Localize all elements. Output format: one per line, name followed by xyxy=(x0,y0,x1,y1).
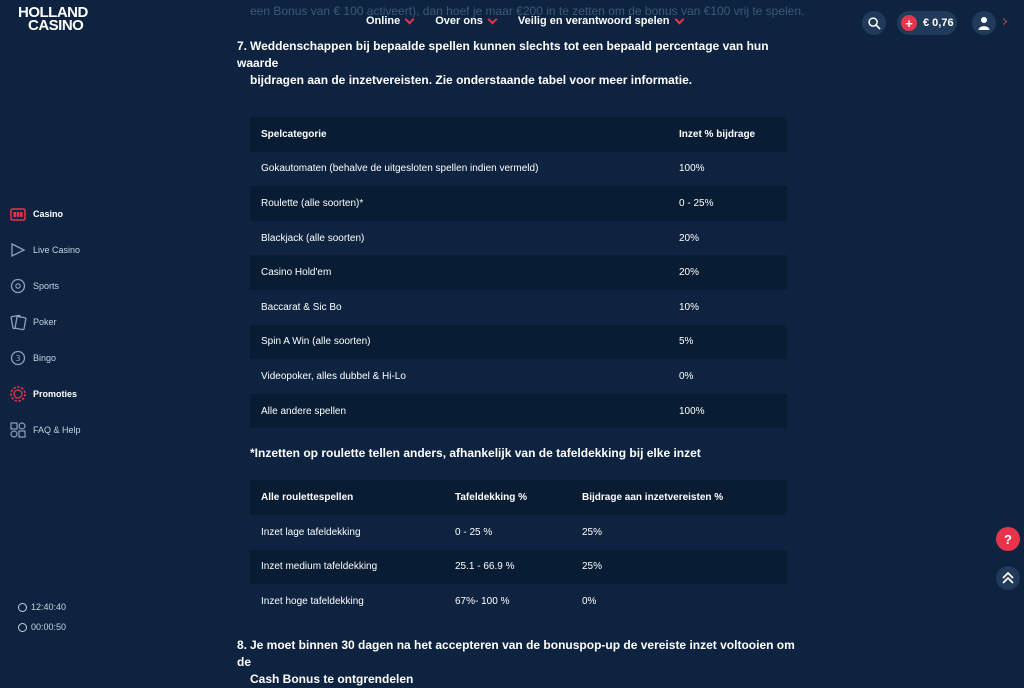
sidebar-item-live-casino[interactable]: Live Casino xyxy=(0,232,110,268)
table-header: Spelcategorie xyxy=(250,117,668,152)
table-row xyxy=(250,186,787,221)
table-cell: Casino Hold'em xyxy=(250,255,668,290)
game-contribution-table xyxy=(250,117,787,428)
table-cell: Roulette (alle soorten)* xyxy=(250,186,668,221)
table-cell: Gokautomaten (behalve de uitgesloten spellen indien vermeld) xyxy=(250,152,668,187)
svg-text:3: 3 xyxy=(15,354,21,363)
table-header: Bijdrage aan inzetvereisten % xyxy=(571,480,787,515)
table-cell: Baccarat & Sic Bo xyxy=(250,290,668,325)
table-cell: 25% xyxy=(571,550,787,585)
live-casino-icon xyxy=(9,241,27,259)
table-row xyxy=(250,325,787,360)
promoties-icon xyxy=(9,385,27,403)
nav-over-ons[interactable]: Over ons xyxy=(435,15,496,27)
clock-time: 12:40:40 xyxy=(18,597,66,617)
table-row xyxy=(250,584,787,619)
balance-value: € 0,76 xyxy=(923,17,954,29)
roulette-note: *Inzetten op roulette tellen anders, afhankelijk van de tafeldekking bij elke inzet xyxy=(250,446,701,461)
chevron-down-icon xyxy=(405,14,415,24)
search-button[interactable] xyxy=(862,11,886,35)
table-cell: 25.1 - 66.9 % xyxy=(444,550,571,585)
table-row xyxy=(250,394,787,429)
scrolled-text: een Bonus van € 100 activeert), dan hoef je maar €200 in te zetten om de bonus van €100 vrij te spelen. xyxy=(250,4,805,18)
table-row xyxy=(250,255,787,290)
sidebar-item-casino[interactable]: Casino xyxy=(0,196,110,232)
table-row xyxy=(250,515,787,550)
holland-casino-logo[interactable]: HOLLAND CASINO xyxy=(18,4,88,34)
table-cell: Alle andere spellen xyxy=(250,394,668,429)
table-header: Inzet % bijdrage xyxy=(668,117,787,152)
sidebar-item-poker[interactable]: Poker xyxy=(0,304,110,340)
table-cell: 0% xyxy=(571,584,787,619)
table-cell: 0 - 25% xyxy=(668,186,787,221)
table-cell: Inzet hoge tafeldekking xyxy=(250,584,444,619)
sidebar-item-promoties[interactable]: Promoties xyxy=(0,376,110,412)
table-cell: 100% xyxy=(668,152,787,187)
clock-icon xyxy=(18,603,27,612)
table-row xyxy=(250,290,787,325)
table-cell: Videopoker, alles dubbel & Hi-Lo xyxy=(250,359,668,394)
poker-icon xyxy=(9,313,27,331)
table-cell: 100% xyxy=(668,394,787,429)
table-cell: 5% xyxy=(668,325,787,360)
paragraph-7: 7. Weddenschappen bij bepaalde spellen kunnen slechts tot een bepaald percentage van hun waarde bijdragen aan de inzetvereisten. Zie onderstaande tabel voor meer informatie. xyxy=(237,39,769,87)
table-cell: 0% xyxy=(668,359,787,394)
chevron-down-icon xyxy=(487,14,497,24)
paragraph-8: 8. Je moet binnen 30 dagen na het accepteren van de bonuspop-up de vereiste inzet voltooien om de Cash Bonus te ontgrendelen xyxy=(237,637,795,686)
table-header-row xyxy=(250,480,787,515)
table-cell: 25% xyxy=(571,515,787,550)
sidebar xyxy=(0,196,110,448)
table-cell: Inzet lage tafeldekking xyxy=(250,515,444,550)
account-button[interactable] xyxy=(972,11,996,35)
table-row xyxy=(250,152,787,187)
table-header-row xyxy=(250,117,787,152)
faq-icon xyxy=(9,421,27,439)
terms-content xyxy=(237,38,797,688)
table-cell: 67%- 100 % xyxy=(444,584,571,619)
header xyxy=(0,0,1024,44)
sidebar-item-bingo[interactable]: 3 Bingo xyxy=(0,340,110,376)
timer-icon xyxy=(18,623,27,632)
table-cell: Spin A Win (alle soorten) xyxy=(250,325,668,360)
chevron-right-icon[interactable] xyxy=(1000,18,1007,25)
table-cell: 20% xyxy=(668,221,787,256)
table-cell: 0 - 25 % xyxy=(444,515,571,550)
sidebar-item-sports[interactable]: Sports xyxy=(0,268,110,304)
search-icon xyxy=(868,17,881,30)
help-button[interactable]: ? xyxy=(996,527,1020,551)
table-row xyxy=(250,359,787,394)
table-cell: 10% xyxy=(668,290,787,325)
roulette-coverage-table xyxy=(250,480,787,618)
session-time: 00:00:50 xyxy=(18,617,66,637)
table-header: Tafeldekking % xyxy=(444,480,571,515)
table-cell: 20% xyxy=(668,255,787,290)
bingo-icon xyxy=(9,349,27,367)
casino-icon xyxy=(9,205,27,223)
session-times xyxy=(18,597,66,637)
nav-veilig-spelen[interactable]: Veilig en verantwoord spelen xyxy=(518,15,683,27)
nav-online[interactable]: Online xyxy=(366,15,413,27)
sports-icon xyxy=(9,277,27,295)
table-cell: Blackjack (alle soorten) xyxy=(250,221,668,256)
sidebar-item-faq[interactable]: FAQ & Help xyxy=(0,412,110,448)
user-icon xyxy=(978,16,990,30)
scroll-to-top-button[interactable] xyxy=(996,566,1020,590)
chevron-down-icon xyxy=(674,14,684,24)
table-header: Alle roulettespellen xyxy=(250,480,444,515)
double-chevron-up-icon xyxy=(1001,571,1015,585)
balance-button[interactable] xyxy=(897,11,957,35)
top-nav xyxy=(366,15,683,27)
table-row xyxy=(250,221,787,256)
table-row xyxy=(250,550,787,585)
deposit-plus-icon[interactable]: + xyxy=(901,15,917,31)
table-cell: Inzet medium tafeldekking xyxy=(250,550,444,585)
